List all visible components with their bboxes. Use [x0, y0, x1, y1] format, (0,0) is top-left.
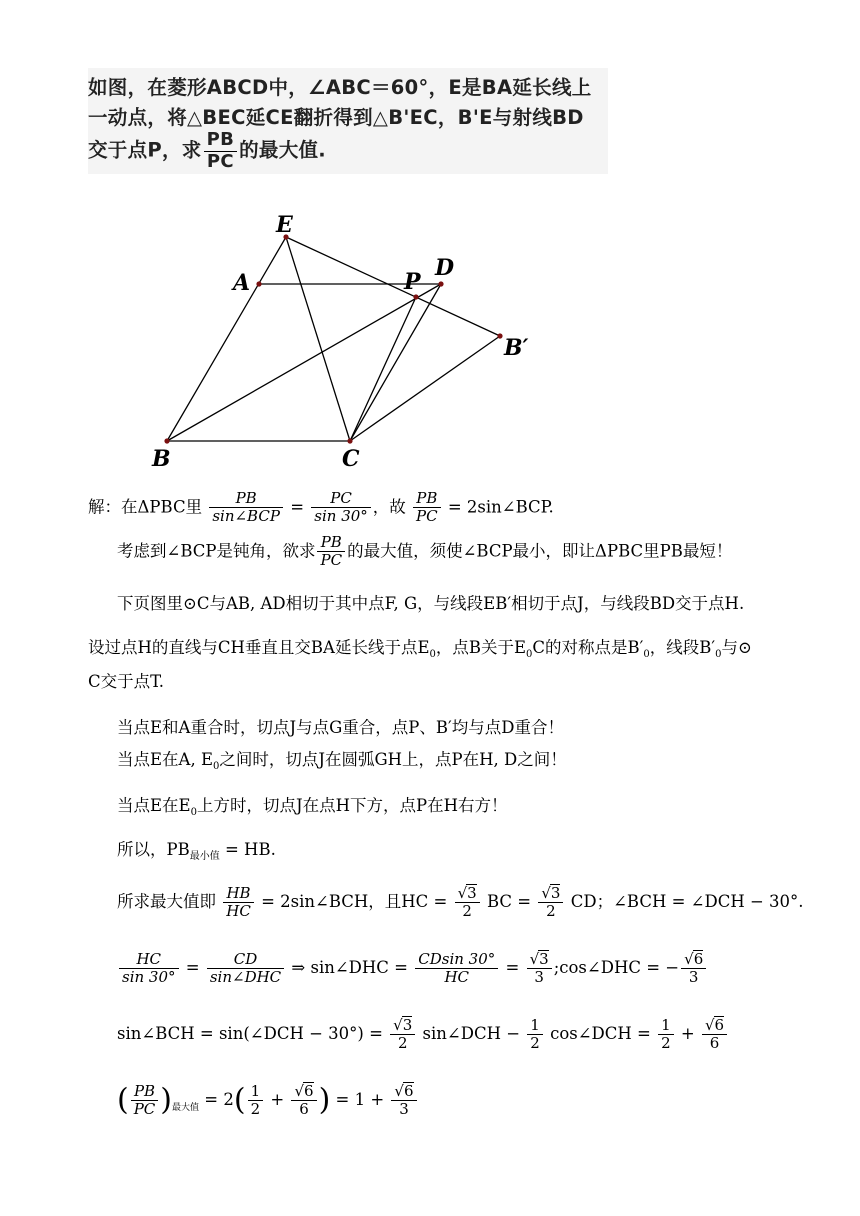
- solution-line-1: 解：在ΔPBC里 $\frac{PB}{\text{sin∠BCP}}$ = $\frac{PC}{\sin 30^\circ}$ ，故 $\frac{PB}{PC}$ = 2sin∠BCP.: [88, 489, 554, 526]
- label-P: P: [404, 269, 421, 295]
- problem-line-1: 如图，在菱形ABCD中，∠ABC＝60°，E是BA延长线上: [88, 76, 592, 99]
- segment-CD: [350, 284, 441, 441]
- solution-line-11: $\frac{HC}{\sin 30^\circ}$ = $\frac{CD}{\text{sin∠DHC}}$ ⇒ sin∠DHC = $\frac{CDsin 30^\circ}{HC}$ = $\frac{√3}{3}$ ;cos∠DHC = − $\frac{√6}{3}$: [117, 950, 708, 987]
- segment-BE: [167, 237, 286, 441]
- solution-line-4: 设过点H的直线与CH垂直且交BA延长线于点$E_0$，点B关于$E_0C$的对称点是$B'_0$，线段$B'_0$与⊙: [88, 638, 752, 660]
- point-D: [438, 281, 443, 286]
- label-Bprime: B′: [504, 335, 529, 361]
- segment-EC: [286, 237, 350, 441]
- solution-line-8: 当点E在$E_0$上方时，切点J在点H下方，点P在H右方！: [117, 796, 508, 818]
- segment-CP: [350, 297, 416, 441]
- label-E: E: [276, 212, 293, 238]
- solution-line-5: C交于点T.: [88, 672, 164, 691]
- solution-line-9: 所以，$PB_{最小值}$ = HB.: [117, 840, 276, 862]
- solution-line-7: 当点E在A, $E_0$之间时，切点J在圆弧GH上，点P在H, D之间！: [117, 750, 567, 772]
- solution-line-2: 考虑到∠BCP是钝角，欲求 $\frac{PB}{PC}$ 的最大值，须使∠BCP最小，即让ΔPBC里PB最短！: [117, 533, 733, 570]
- solution-line-10: 所求最大值即 $\frac{HB}{HC}$ = 2sin∠BCH，且HC = $\frac{√3}{2}$ BC = $\frac{√3}{2}$ CD；∠BCH = ∠DCH − 30°.: [117, 883, 804, 921]
- point-Bp: [497, 333, 502, 338]
- label-A: A: [233, 270, 251, 296]
- point-C: [347, 438, 352, 443]
- label-D: D: [435, 255, 455, 281]
- solution-line-3: 下页图里⊙C与AB, AD相切于其中点F, G，与线段EB′相切于点J，与线段BD交于点H.: [117, 594, 745, 613]
- solution-line-6: 当点E和A重合时，切点J与点G重合，点P、B′均与点D重合！: [117, 718, 564, 737]
- segment-CBp: [350, 336, 500, 441]
- geometry-figure: [140, 205, 560, 480]
- problem-line-3: 交于点P，求 $\frac{PB}{PC}$ 的最大值.: [88, 129, 327, 172]
- solution-line-13: ( $\frac{PB}{PC}$ )$_{最大值} = 2$( $\frac{1}{2}$ + $\frac{√6}{6}$ ) = 1 + $\frac{√6}{3}$: [117, 1082, 419, 1119]
- solution-line-12: sin∠BCH = sin(∠DCH − 30°) = $\frac{√3}{2}$ sin∠DCH − $\frac{1}{2}$ cos∠DCH = $\frac{1}{2}$ + $\frac{√6}{6}$: [117, 1016, 729, 1053]
- label-C: C: [342, 446, 360, 472]
- problem-line-2: 一动点，将△BEC延CE翻折得到△B'EC，B'E与射线BD: [88, 106, 584, 129]
- problem-statement: [88, 68, 608, 174]
- label-B: B: [152, 446, 171, 472]
- point-P: [413, 294, 418, 299]
- point-B: [164, 438, 169, 443]
- point-A: [256, 281, 261, 286]
- segment-BD: [167, 284, 441, 441]
- segment-EBp: [286, 237, 500, 336]
